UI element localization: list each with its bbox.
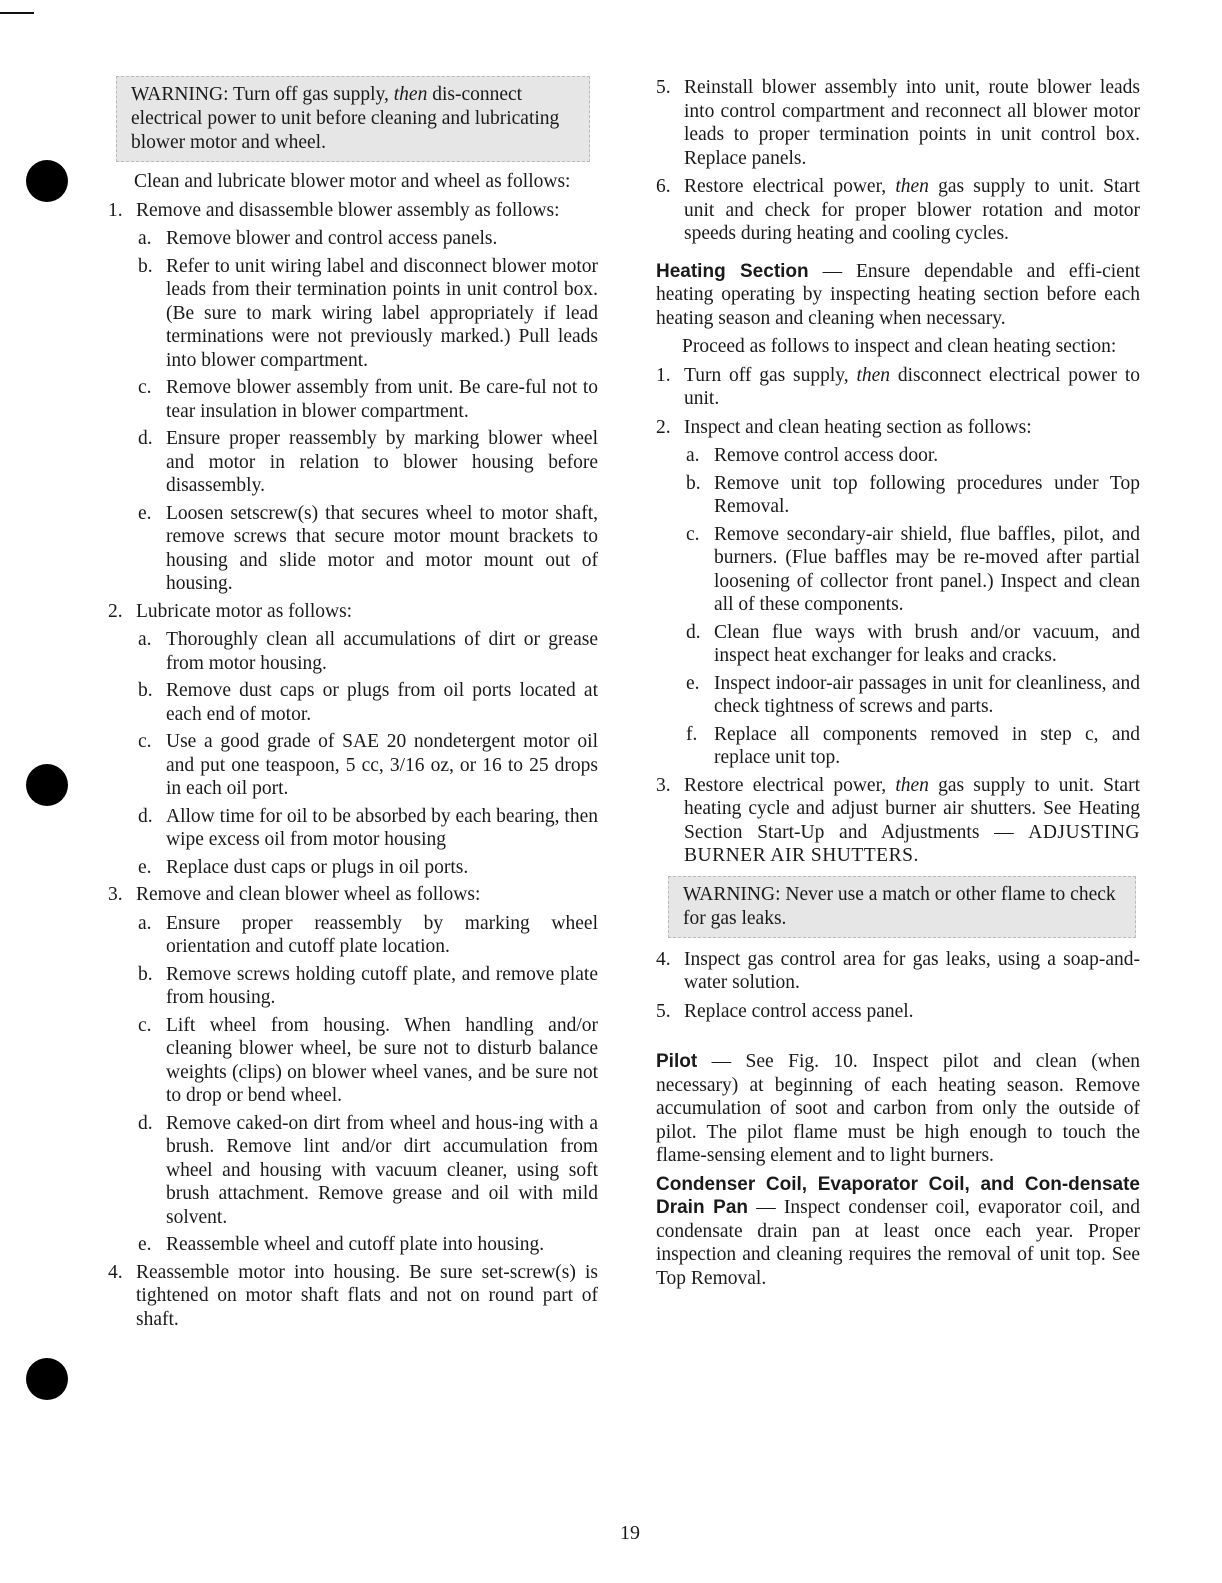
- warning-label: WARNING:: [131, 84, 229, 105]
- substep: e. Replace dust caps or plugs in oil ports.: [138, 856, 469, 878]
- substep: d. Remove caked-on dirt from wheel and hous-ing with a brush. Remove lint and/or dirt accumulation from wheel and housing with vacuum cleaner, using soft brush attachment. Remove grease and oil with mild solvent.: [138, 1112, 598, 1228]
- substep: a. Remove control access door.: [686, 445, 939, 466]
- step-4: 4. Reassemble motor into housing. Be sure set-screw(s) is tightened on motor shaft flats and not on round part of shaft.: [108, 1261, 598, 1330]
- heating-step-3: 3. Restore electrical power, then gas supply to unit. Start heating cycle and adjust burner air shutters. See Heating Section Start-Up and Adjustments — ADJUSTING BURNER AIR SHUTTERS.: [656, 774, 1140, 866]
- step-1: 1. Remove and disassemble blower assembly as follows:: [108, 199, 560, 221]
- substep: e. Inspect indoor-air passages in unit for cleanliness, and check tightness of screws and parts.: [686, 672, 1140, 717]
- heating-step-5: 5. Replace control access panel.: [656, 1000, 914, 1022]
- condenser-paragraph: Condenser Coil, Evaporator Coil, and Con-densate Drain Pan — Inspect condenser coil, evaporator coil, and condensate drain pan at least once each year. Proper inspection and cleaning requires the removal of unit top. See Top Removal.: [656, 1173, 1140, 1289]
- pilot-paragraph: Pilot — See Fig. 10. Inspect pilot and clean (when necessary) at beginning of each heating season. Remove accumulation of soot and carbon from only the outside of pilot. The pilot flame must be high enough to touch the flame-sensing element and to light burners.: [656, 1051, 1141, 1166]
- step-2: 2. Lubricate motor as follows:: [108, 600, 353, 622]
- right-column: [656, 76, 1140, 1295]
- intro-paragraph: Clean and lubricate blower motor and wheel as follows:: [134, 171, 571, 192]
- step-6: 6. Restore electrical power, then gas supply to unit. Start unit and check for proper blower rotation and motor speeds during heating and cooling cycles.: [656, 176, 1140, 244]
- substep: a. Ensure proper reassembly by marking wheel orientation and cutoff plate location.: [138, 912, 598, 957]
- left-column: [108, 76, 598, 1336]
- substep: c. Remove secondary-air shield, flue baffles, pilot, and burners. (Flue baffles may be re-moved after partial loosening of collector front panel.) Inspect and clean all of these components.: [686, 523, 1140, 615]
- substep: b. Refer to unit wiring label and disconnect blower motor leads from their termination points in unit control box. (Be sure to mark wiring label appropriately if lead terminations were not previously marked.) Pull leads into blower compartment.: [138, 255, 598, 371]
- condenser-heading: Condenser Coil, Evaporator Coil, and Con-densate Drain Pan: [656, 1173, 1140, 1218]
- binder-hole: [26, 764, 68, 806]
- pilot-heading: Pilot: [656, 1051, 698, 1072]
- proceed-paragraph: Proceed as follows to inspect and clean heating section:: [682, 336, 1117, 357]
- substep: a. Remove blower and control access panels.: [138, 228, 498, 249]
- substep: d. Allow time for oil to be absorbed by each bearing, then wipe excess oil from motor housing: [138, 805, 598, 850]
- substep: a. Thoroughly clean all accumulations of dirt or grease from motor housing.: [138, 629, 598, 674]
- heating-step-1: 1. Turn off gas supply, then disconnect electrical power to unit.: [656, 364, 1140, 409]
- substep: b. Remove dust caps or plugs from oil ports located at each end of motor.: [138, 680, 598, 725]
- substep: b. Remove unit top following procedures under Top Removal.: [686, 472, 1140, 517]
- heating-section-heading: Heating Section: [656, 260, 809, 282]
- substep: f. Replace all components removed in step c, and replace unit top.: [686, 723, 1140, 768]
- substep: d. Ensure proper reassembly by marking blower wheel and motor in relation to blower housing before disassembly.: [138, 428, 598, 496]
- substep: c. Use a good grade of SAE 20 nondetergent motor oil and put one teaspoon, 5 cc, 3/16 oz, or 16 to 25 drops in each oil port.: [138, 731, 598, 799]
- gas-leak-warning-box: WARNING: Never use a match or other flame to check for gas leaks.: [668, 876, 1136, 938]
- heating-section-paragraph: Heating Section — Ensure dependable and effi-cient heating operating by inspecting heating section before each heating season and cleaning when necessary.: [656, 260, 1140, 329]
- substep: e. Loosen setscrew(s) that secures wheel to motor shaft, remove screws that secure motor mount brackets to housing and slide motor and motor mount out of housing.: [138, 502, 598, 594]
- substep: c. Lift wheel from housing. When handling and/or cleaning blower wheel, be sure not to disturb balance weights (clips) on blower wheel vanes, and be sure not to drop or bend wheel.: [138, 1014, 598, 1106]
- page-edge-mark: [0, 12, 34, 14]
- blower-warning-box: WARNING: Turn off gas supply, then dis-connect electrical power to unit before cleaning and lubricating blower motor and wheel.: [116, 76, 590, 162]
- page-number: 19: [620, 1522, 640, 1544]
- heating-step-2: 2. Inspect and clean heating section as follows:: [656, 416, 1032, 438]
- step-3: 3. Remove and clean blower wheel as follows:: [108, 884, 481, 905]
- substep: d. Clean flue ways with brush and/or vacuum, and inspect heat exchanger for leaks and cracks.: [686, 621, 1140, 666]
- binder-hole: [26, 1358, 68, 1400]
- step-5: 5. Reinstall blower assembly into unit, route blower leads into control compartment and reconnect all blower motor leads to proper termination points in unit control box. Replace panels.: [656, 77, 1140, 169]
- heating-step-4: 4. Inspect gas control area for gas leaks, using a soap-and-water solution.: [656, 948, 1140, 993]
- substep: b. Remove screws holding cutoff plate, and remove plate from housing.: [138, 963, 598, 1008]
- substep: e. Reassemble wheel and cutoff plate into housing.: [138, 1234, 545, 1255]
- binder-hole: [26, 160, 68, 202]
- substep: c. Remove blower assembly from unit. Be care-ful not to tear insulation in blower compartment.: [138, 377, 598, 422]
